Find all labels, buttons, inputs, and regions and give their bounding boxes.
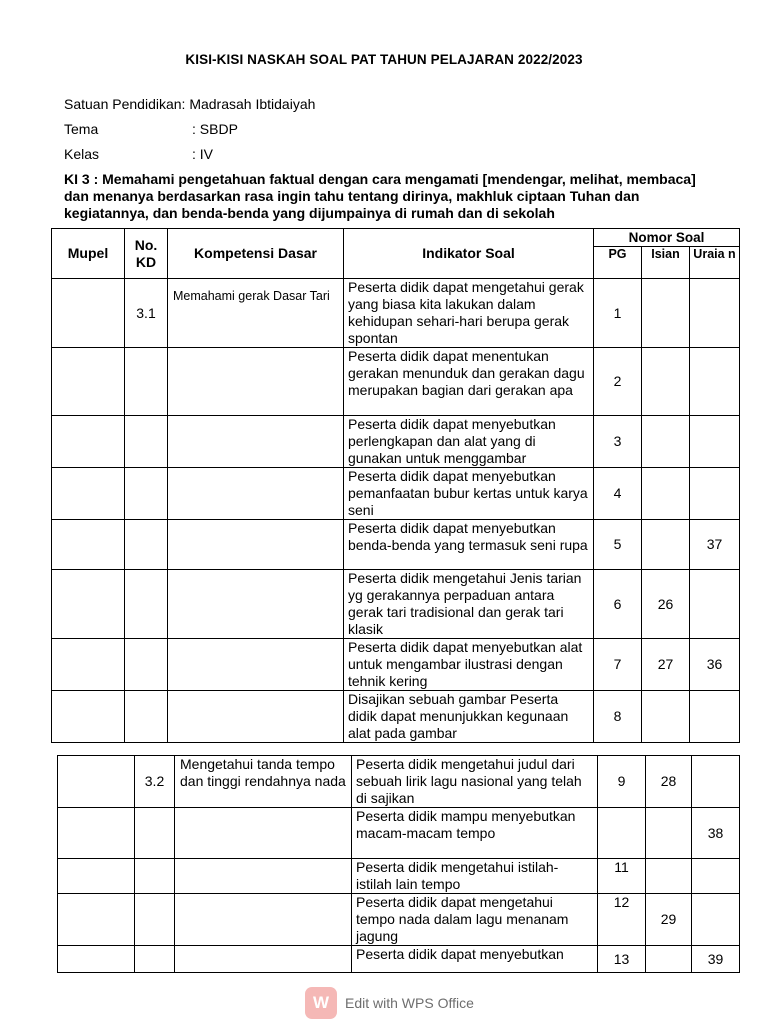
header-uraian: Uraia n <box>690 247 740 279</box>
pg-cell: 11 <box>598 859 646 894</box>
indikator-cell: Peserta didik dapat mengetahui tempo nada dalam lagu menanam jagung <box>352 894 598 946</box>
meta-label: Satuan Pendidikan <box>64 96 182 112</box>
kd-cell: Memahami gerak Dasar Tari <box>168 279 344 348</box>
uraian-cell <box>690 279 740 348</box>
indikator-cell: Peserta didik dapat menyebutkan alat untuk mengambar ilustrasi dengan tehnik kering <box>344 639 594 691</box>
table-row <box>52 416 740 468</box>
uraian-cell: 37 <box>690 520 740 570</box>
isian-cell <box>642 520 690 570</box>
wps-edit-badge[interactable] <box>305 986 474 1020</box>
indikator-cell: Peserta didik mengetahui judul dari sebuah lirik lagu nasional yang telah di sajikan <box>352 756 598 808</box>
uraian-cell <box>692 859 740 894</box>
mupel-cell <box>52 279 125 348</box>
kisi-table-1 <box>51 228 740 743</box>
table-row <box>52 570 740 639</box>
uraian-cell <box>692 756 740 808</box>
header-indikator-soal: Indikator Soal <box>344 229 594 279</box>
isian-cell <box>646 808 692 859</box>
indikator-cell: Peserta didik dapat menyebutkan perlengkapan dan alat yang di gunakan untuk menggambar <box>344 416 594 468</box>
pg-cell: 1 <box>594 279 642 348</box>
uraian-cell <box>690 416 740 468</box>
wps-edit-label: Edit with WPS Office <box>345 995 474 1011</box>
document-title: KISI-KISI NASKAH SOAL PAT TAHUN PELAJARAN 2022/2023 <box>185 52 583 67</box>
no-kd-cell: 3.1 <box>125 279 168 348</box>
uraian-cell <box>692 894 740 946</box>
isian-cell <box>642 348 690 416</box>
isian-cell <box>642 416 690 468</box>
header-isian: Isian <box>642 247 690 279</box>
pg-cell: 13 <box>598 946 646 973</box>
indikator-cell: Peserta didik dapat mengetahui gerak yang biasa kita lakukan dalam kehidupan sehari-hari berupa gerak spontan <box>344 279 594 348</box>
indikator-cell: Disajikan sebuah gambar Peserta didik dapat menunjukkan kegunaan alat pada gambar <box>344 691 594 743</box>
isian-cell <box>642 279 690 348</box>
isian-cell: 26 <box>642 570 690 639</box>
uraian-cell: 36 <box>690 639 740 691</box>
pg-cell: 12 <box>598 894 646 946</box>
pg-cell: 7 <box>594 639 642 691</box>
isian-cell: 27 <box>642 639 690 691</box>
uraian-cell <box>690 691 740 743</box>
table-row <box>52 520 740 570</box>
uraian-cell <box>690 348 740 416</box>
indikator-cell: Peserta didik dapat menyebutkan <box>352 946 598 973</box>
isian-cell <box>642 691 690 743</box>
header-mupel: Mupel <box>52 229 125 279</box>
table-row <box>52 691 740 743</box>
pg-cell: 5 <box>594 520 642 570</box>
meta-kelas <box>64 146 213 162</box>
table-row <box>58 808 740 859</box>
indikator-cell: Peserta didik dapat menyebutkan benda-benda yang termasuk seni rupa <box>344 520 594 570</box>
meta-tema <box>64 121 238 137</box>
meta-label: Tema <box>64 121 99 137</box>
indikator-cell: Peserta didik dapat menyebutkan pemanfaatan bubur kertas untuk karya seni <box>344 468 594 520</box>
kisi-table-2 <box>57 755 740 973</box>
pg-cell: 4 <box>594 468 642 520</box>
no-kd-cell: 3.2 <box>135 756 175 808</box>
header-kompetensi-dasar: Kompetensi Dasar <box>168 229 344 279</box>
header-no-kd: No. KD <box>125 229 168 279</box>
indikator-cell: Peserta didik mengetahui Jenis tarian yg gerakannya perpaduan antara gerak tari tradisional dan gerak tari klasik <box>344 570 594 639</box>
indikator-cell: Peserta didik mampu menyebutkan macam-macam tempo <box>352 808 598 859</box>
indikator-cell: Peserta didik dapat menentukan gerakan menunduk dan gerakan dagu merupakan bagian dari gerakan apa <box>344 348 594 416</box>
pg-cell: 8 <box>594 691 642 743</box>
kd-cell: Mengetahui tanda tempo dan tinggi rendahnya nada <box>175 756 352 808</box>
table-row <box>58 894 740 946</box>
meta-satuan <box>64 96 315 112</box>
table-row <box>52 639 740 691</box>
table-row <box>58 946 740 973</box>
pg-cell: 9 <box>598 756 646 808</box>
uraian-cell <box>690 468 740 520</box>
indikator-cell: Peserta didik mengetahui istilah-istilah lain tempo <box>352 859 598 894</box>
header-pg: PG <box>594 247 642 279</box>
meta-value: : IV <box>192 146 214 162</box>
header-nomor-soal: Nomor Soal <box>594 229 740 247</box>
isian-cell: 29 <box>646 894 692 946</box>
pg-cell: 6 <box>594 570 642 639</box>
isian-cell <box>646 946 692 973</box>
ki-statement: KI 3 : Memahami pengetahuan faktual dengan cara mengamati [mendengar, melihat, membaca] dan menanya berdasarkan rasa ingin tahu tentang dirinya, makhluk ciptaan Tuhan dan kegiatannya, dan benda-benda yang dijumpainya di rumah dan di sekolah <box>64 171 696 221</box>
isian-cell: 28 <box>646 756 692 808</box>
meta-label: Kelas <box>64 146 100 162</box>
uraian-cell <box>690 570 740 639</box>
table-row <box>52 279 740 348</box>
table-row <box>52 348 740 416</box>
wps-logo-icon: W <box>305 987 337 1019</box>
meta-value: : Madrasah Ibtidaiyah <box>181 96 316 112</box>
pg-cell <box>598 808 646 859</box>
table-row <box>52 468 740 520</box>
isian-cell <box>646 859 692 894</box>
mupel-cell <box>58 756 135 808</box>
uraian-cell: 39 <box>692 946 740 973</box>
table-row <box>58 859 740 894</box>
pg-cell: 3 <box>594 416 642 468</box>
isian-cell <box>642 468 690 520</box>
table-row <box>58 756 740 808</box>
pg-cell: 2 <box>594 348 642 416</box>
uraian-cell: 38 <box>692 808 740 859</box>
meta-value: : SBDP <box>192 121 238 137</box>
